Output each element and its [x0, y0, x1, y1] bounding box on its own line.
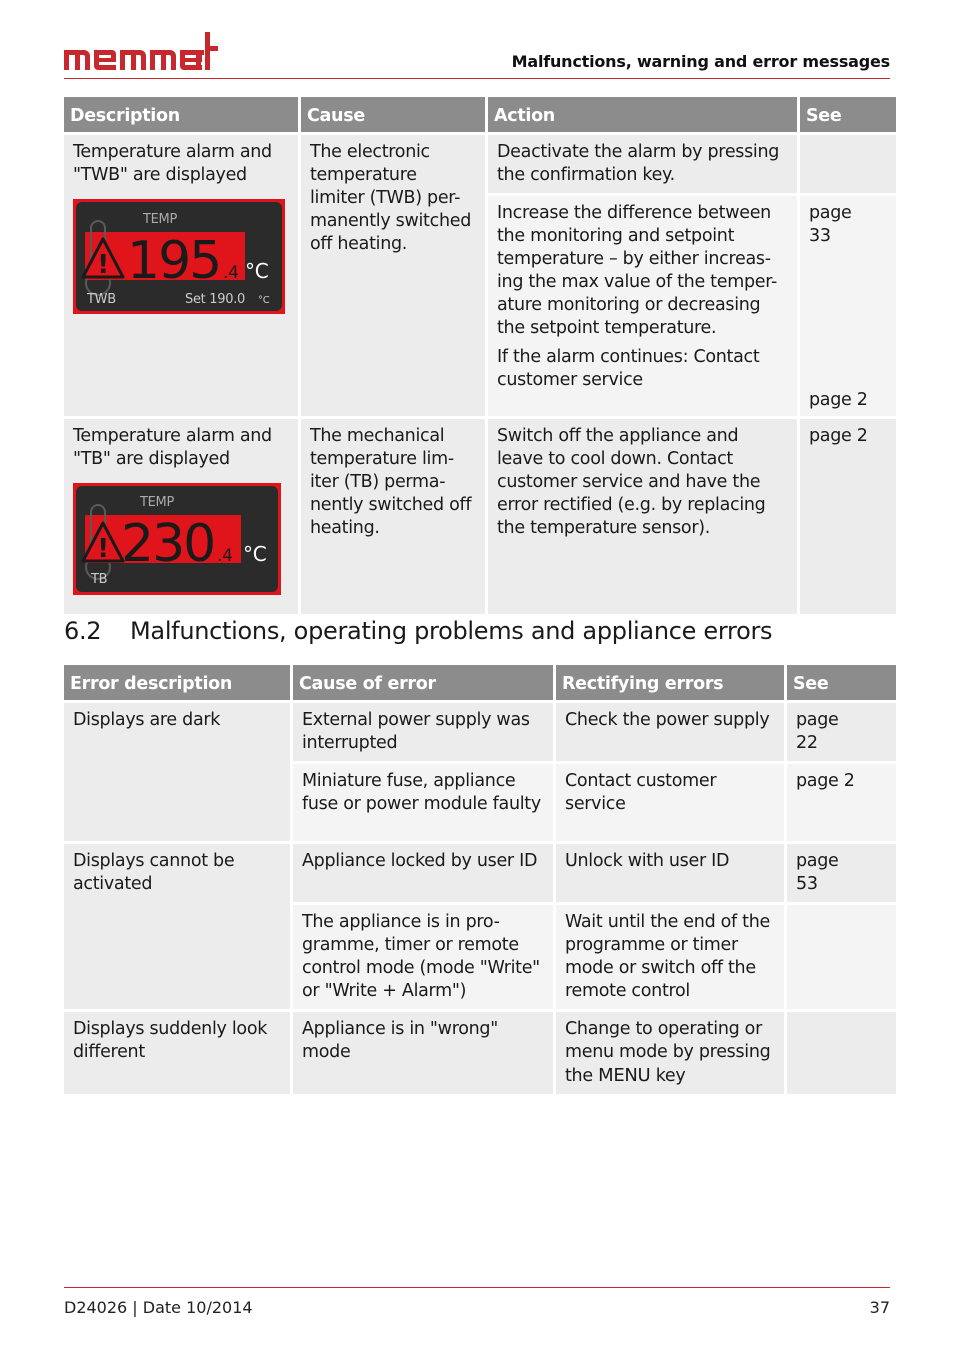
temperature-value: 230 — [121, 514, 215, 574]
display-label: TEMP — [140, 495, 175, 510]
cause-cell: External power supply was interrupted — [293, 703, 553, 761]
see-cell: page 2 — [787, 764, 896, 841]
table-row — [64, 135, 896, 193]
errors-table — [61, 662, 899, 1097]
table-row — [64, 844, 896, 902]
action-text: Increase the difference between the monitoring and setpoint temperature – by either increas-ing the max value of the temper-ature monitoring or decreasing the setpoint temperature. — [497, 203, 778, 338]
col-header-cause: Cause — [301, 97, 485, 132]
description-text: Temperature alarm and "TWB" are displayed — [73, 142, 272, 185]
svg-text:!: ! — [97, 534, 109, 564]
page-number: 37 — [869, 1298, 890, 1317]
table-header-row — [64, 97, 896, 132]
table-header-row — [64, 665, 896, 700]
mode-label: TB — [91, 572, 108, 587]
description-cell — [64, 419, 298, 614]
fix-cell — [556, 1012, 784, 1094]
see-cell — [787, 1012, 896, 1094]
action-cell: Deactivate the alarm by pressing the confirmation key. — [488, 135, 797, 193]
display-label: TEMP — [143, 212, 178, 227]
col-header-rectifying-errors: Rectifying errors — [556, 665, 784, 700]
action-cell: Switch off the appliance and leave to cool down. Contact customer service and have the error rectified (e.g. by replacing the temperature sensor). — [488, 419, 797, 614]
see-cell — [787, 905, 896, 1009]
see-cell: page 53 — [787, 844, 896, 902]
fix-cell: Contact customer service — [556, 764, 784, 841]
cause-cell: Appliance is in "wrong" mode — [293, 1012, 553, 1094]
see-cell: page 22 — [787, 703, 896, 761]
error-description-cell: Displays cannot be activated — [64, 844, 290, 1009]
cause-cell: Miniature fuse, appliance fuse or power module faulty — [293, 764, 553, 841]
fix-cell: Wait until the end of the programme or timer mode or switch off the remote control — [556, 905, 784, 1009]
see-cell — [800, 135, 896, 193]
header-rule — [64, 78, 890, 79]
temperature-decimal: .4 — [223, 263, 239, 283]
cause-cell: Appliance locked by user ID — [293, 844, 553, 902]
temperature-unit: °C — [245, 259, 269, 283]
fix-cell: Unlock with user ID — [556, 844, 784, 902]
table-row — [64, 1012, 896, 1094]
section-title: Malfunctions, operating problems and appliance errors — [130, 617, 773, 645]
alarm-table — [61, 94, 899, 617]
running-header: Malfunctions, warning and error messages — [511, 52, 890, 71]
svg-text:!: ! — [97, 250, 109, 280]
col-header-description: Description — [64, 97, 298, 132]
mode-label: TWB — [87, 292, 116, 307]
col-header-error-description: Error description — [64, 665, 290, 700]
see-cell: page 2 — [800, 419, 896, 614]
page-ref: page 2 — [809, 390, 868, 410]
table-row — [64, 419, 896, 614]
error-description-cell: Displays are dark — [64, 703, 290, 841]
action-cell — [488, 196, 797, 416]
setpoint-label: Set 190.0 — [185, 292, 245, 307]
setpoint-unit: °C — [258, 295, 270, 306]
temperature-decimal: .4 — [217, 546, 233, 566]
twb-alarm-display — [73, 199, 285, 314]
menu-key-label: MENU — [598, 1065, 651, 1086]
table-row — [64, 703, 896, 761]
col-header-action: Action — [488, 97, 797, 132]
cause-cell: The mechanical temperature lim-iter (TB) perma-nently switched off heating. — [301, 419, 485, 614]
page-ref: page 33 — [809, 203, 852, 246]
description-cell — [64, 135, 298, 416]
memmert-logo — [62, 32, 218, 72]
action-text: If the alarm continues: Contact customer service — [497, 347, 760, 390]
section-heading — [64, 617, 772, 645]
fix-text: Change to operating or menu mode by pressing the — [565, 1019, 771, 1086]
col-header-see: See — [800, 97, 896, 132]
cause-cell: The appliance is in pro-gramme, timer or remote control mode (mode "Write" or "Write + Alarm") — [293, 905, 553, 1009]
logo-t-mark — [196, 32, 218, 72]
temperature-value: 195 — [127, 231, 221, 291]
footer-rule — [64, 1287, 890, 1288]
section-number: 6.2 — [64, 617, 102, 645]
fix-text: key — [655, 1066, 686, 1086]
tb-alarm-display — [73, 483, 281, 595]
col-header-see: See — [787, 665, 896, 700]
col-header-cause-of-error: Cause of error — [293, 665, 553, 700]
temperature-unit: °C — [243, 542, 267, 566]
error-description-cell: Displays suddenly look different — [64, 1012, 290, 1094]
see-cell — [800, 196, 896, 416]
fix-cell: Check the power supply — [556, 703, 784, 761]
cause-cell: The electronic temperature limiter (TWB) per-manently switched off heating. — [301, 135, 485, 416]
description-text: Temperature alarm and "TB" are displayed — [73, 426, 272, 469]
document-id: D24026 | Date 10/2014 — [64, 1298, 253, 1317]
